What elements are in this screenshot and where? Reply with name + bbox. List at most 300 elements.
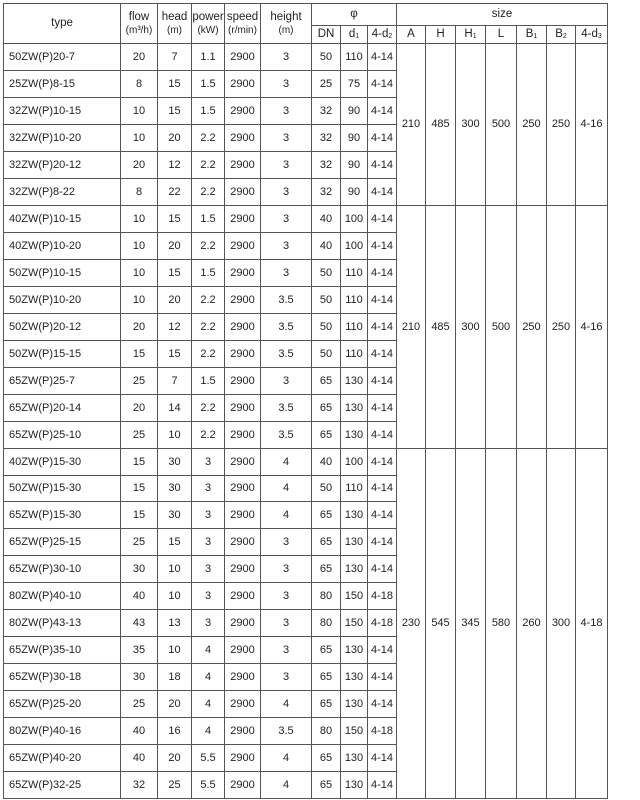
- cell-height: 4: [261, 772, 312, 799]
- cell-head: 15: [158, 259, 192, 286]
- cell-flow: 20: [121, 44, 158, 71]
- table-row: [4, 448, 608, 475]
- cell-head: 30: [158, 448, 192, 475]
- cell-height: 3: [261, 556, 312, 583]
- cell-speed: 2900: [225, 340, 261, 367]
- header-size-col-1-base: H: [436, 28, 445, 40]
- cell-4-d2: 4-14: [368, 232, 397, 259]
- cell-head: 15: [158, 340, 192, 367]
- cell-d1: 130: [341, 556, 368, 583]
- header-head-unit: (m): [167, 24, 182, 36]
- pump-spec-table: [3, 3, 608, 799]
- size-cell-h: 545: [426, 448, 456, 799]
- cell-type: 65ZW(P)40-20: [4, 745, 121, 772]
- cell-height: 3: [261, 232, 312, 259]
- cell-flow: 10: [121, 124, 158, 151]
- cell-height: 3: [261, 205, 312, 232]
- cell-4-d2: 4-14: [368, 556, 397, 583]
- header-size-col-2: [456, 26, 486, 44]
- cell-power: 1.5: [192, 70, 225, 97]
- cell-4-d2: 4-14: [368, 286, 397, 313]
- cell-power: 2.2: [192, 340, 225, 367]
- cell-height: 3: [261, 664, 312, 691]
- cell-height: 3: [261, 70, 312, 97]
- cell-flow: 25: [121, 421, 158, 448]
- header-size-col-6-base: 4-d: [581, 28, 598, 40]
- cell-speed: 2900: [225, 772, 261, 799]
- header-size: size: [397, 4, 608, 26]
- cell-flow: 30: [121, 556, 158, 583]
- cell-power: 5.5: [192, 772, 225, 799]
- cell-flow: 25: [121, 367, 158, 394]
- cell-4-d2: 4-14: [368, 664, 397, 691]
- header-phi-col-0: [312, 26, 341, 44]
- header-size-col-3-base: L: [497, 28, 505, 40]
- size-cell-h: 485: [426, 205, 456, 448]
- cell-d1: 110: [341, 44, 368, 71]
- header-speed-unit: (r/min): [228, 24, 257, 36]
- cell-flow: 25: [121, 691, 158, 718]
- header-phi-col-2-base: 4-d: [371, 28, 389, 40]
- cell-dn: 32: [312, 97, 341, 124]
- header-phi-col-1: [341, 26, 368, 44]
- cell-type: 40ZW(P)10-20: [4, 232, 121, 259]
- cell-speed: 2900: [225, 583, 261, 610]
- cell-type: 32ZW(P)10-20: [4, 124, 121, 151]
- cell-4-d2: 4-18: [368, 610, 397, 637]
- cell-dn: 80: [312, 718, 341, 745]
- cell-power: 2.2: [192, 313, 225, 340]
- cell-flow: 15: [121, 340, 158, 367]
- cell-type: 50ZW(P)20-12: [4, 313, 121, 340]
- header-row-1: [4, 4, 608, 26]
- cell-type: 80ZW(P)40-16: [4, 718, 121, 745]
- header-flow-label: flow: [128, 10, 150, 23]
- cell-speed: 2900: [225, 718, 261, 745]
- cell-head: 15: [158, 205, 192, 232]
- size-cell-h: 485: [426, 44, 456, 206]
- cell-4-d2: 4-18: [368, 718, 397, 745]
- cell-type: 50ZW(P)15-30: [4, 475, 121, 502]
- cell-flow: 32: [121, 772, 158, 799]
- cell-d1: 90: [341, 178, 368, 205]
- header-size-col-2-base: H: [464, 28, 473, 40]
- cell-power: 4: [192, 718, 225, 745]
- cell-speed: 2900: [225, 610, 261, 637]
- cell-type: 50ZW(P)10-20: [4, 286, 121, 313]
- cell-power: 1.5: [192, 205, 225, 232]
- cell-height: 3: [261, 124, 312, 151]
- cell-head: 30: [158, 475, 192, 502]
- cell-power: 2.2: [192, 178, 225, 205]
- cell-flow: 15: [121, 448, 158, 475]
- cell-4-d2: 4-14: [368, 475, 397, 502]
- cell-d1: 75: [341, 70, 368, 97]
- cell-power: 3: [192, 610, 225, 637]
- cell-power: 3: [192, 556, 225, 583]
- header-height: [261, 4, 312, 44]
- cell-4-d2: 4-14: [368, 394, 397, 421]
- size-cell-l: 580: [486, 448, 517, 799]
- cell-height: 3.5: [261, 340, 312, 367]
- cell-head: 25: [158, 772, 192, 799]
- cell-d1: 150: [341, 610, 368, 637]
- cell-head: 18: [158, 664, 192, 691]
- cell-4-d2: 4-14: [368, 70, 397, 97]
- cell-power: 3: [192, 529, 225, 556]
- cell-d1: 90: [341, 151, 368, 178]
- cell-type: 80ZW(P)40-10: [4, 583, 121, 610]
- cell-height: 3.5: [261, 421, 312, 448]
- cell-power: 3: [192, 448, 225, 475]
- cell-d1: 130: [341, 529, 368, 556]
- cell-height: 3: [261, 529, 312, 556]
- cell-power: 1.5: [192, 259, 225, 286]
- cell-speed: 2900: [225, 70, 261, 97]
- cell-type: 50ZW(P)20-7: [4, 44, 121, 71]
- spec-table-body: [4, 44, 608, 799]
- cell-height: 3.5: [261, 718, 312, 745]
- size-cell-b1: 260: [517, 448, 547, 799]
- size-cell-b1: 250: [517, 44, 547, 206]
- cell-4-d2: 4-14: [368, 97, 397, 124]
- cell-head: 20: [158, 745, 192, 772]
- cell-4-d2: 4-14: [368, 691, 397, 718]
- cell-4-d2: 4-14: [368, 313, 397, 340]
- cell-dn: 25: [312, 70, 341, 97]
- header-size-col-2-sub: 1: [472, 33, 477, 40]
- cell-d1: 130: [341, 421, 368, 448]
- cell-d1: 100: [341, 448, 368, 475]
- cell-power: 2.2: [192, 151, 225, 178]
- cell-speed: 2900: [225, 556, 261, 583]
- cell-dn: 65: [312, 502, 341, 529]
- size-cell-4-d3: 4-16: [576, 205, 608, 448]
- header-speed: [225, 4, 261, 44]
- cell-height: 3: [261, 259, 312, 286]
- header-size-col-5-base: B: [555, 28, 563, 40]
- cell-dn: 65: [312, 394, 341, 421]
- spec-table-container: [3, 3, 608, 799]
- cell-flow: 10: [121, 286, 158, 313]
- cell-speed: 2900: [225, 637, 261, 664]
- cell-type: 65ZW(P)25-7: [4, 367, 121, 394]
- cell-height: 4: [261, 475, 312, 502]
- table-row: [4, 205, 608, 232]
- cell-speed: 2900: [225, 745, 261, 772]
- cell-flow: 15: [121, 475, 158, 502]
- table-row: [4, 44, 608, 71]
- cell-dn: 50: [312, 286, 341, 313]
- cell-d1: 130: [341, 772, 368, 799]
- cell-type: 65ZW(P)30-10: [4, 556, 121, 583]
- header-size-col-5: [547, 26, 576, 44]
- header-phi-col-1-base: d: [348, 28, 356, 40]
- header-size-col-6-sub: 3: [597, 33, 602, 40]
- cell-dn: 40: [312, 448, 341, 475]
- cell-head: 20: [158, 232, 192, 259]
- cell-flow: 40: [121, 718, 158, 745]
- cell-dn: 65: [312, 745, 341, 772]
- cell-d1: 130: [341, 502, 368, 529]
- cell-dn: 65: [312, 772, 341, 799]
- cell-height: 4: [261, 745, 312, 772]
- cell-head: 15: [158, 529, 192, 556]
- cell-height: 3: [261, 151, 312, 178]
- cell-speed: 2900: [225, 232, 261, 259]
- cell-flow: 15: [121, 502, 158, 529]
- header-phi-col-0-base: DN: [317, 28, 335, 40]
- cell-speed: 2900: [225, 124, 261, 151]
- cell-flow: 10: [121, 205, 158, 232]
- header-phi-col-1-sub: 1: [355, 33, 360, 40]
- cell-power: 3: [192, 475, 225, 502]
- cell-4-d2: 4-14: [368, 205, 397, 232]
- header-speed-label: speed: [226, 10, 259, 23]
- cell-height: 3: [261, 178, 312, 205]
- cell-flow: 8: [121, 70, 158, 97]
- cell-type: 25ZW(P)8-15: [4, 70, 121, 97]
- cell-flow: 10: [121, 259, 158, 286]
- cell-speed: 2900: [225, 475, 261, 502]
- cell-height: 4: [261, 502, 312, 529]
- size-cell-h1: 345: [456, 448, 486, 799]
- cell-head: 12: [158, 313, 192, 340]
- cell-head: 13: [158, 610, 192, 637]
- cell-head: 10: [158, 583, 192, 610]
- cell-type: 32ZW(P)20-12: [4, 151, 121, 178]
- cell-head: 16: [158, 718, 192, 745]
- cell-power: 2.2: [192, 124, 225, 151]
- cell-type: 32ZW(P)10-15: [4, 97, 121, 124]
- cell-head: 20: [158, 286, 192, 313]
- cell-dn: 32: [312, 124, 341, 151]
- header-phi-col-2: [368, 26, 397, 44]
- header-size-col-3: [486, 26, 517, 44]
- cell-dn: 50: [312, 475, 341, 502]
- cell-4-d2: 4-14: [368, 44, 397, 71]
- header-head-label: head: [161, 10, 188, 23]
- cell-head: 12: [158, 151, 192, 178]
- cell-4-d2: 4-14: [368, 637, 397, 664]
- cell-height: 3: [261, 637, 312, 664]
- cell-4-d2: 4-14: [368, 529, 397, 556]
- cell-dn: 50: [312, 340, 341, 367]
- cell-d1: 110: [341, 286, 368, 313]
- header-power-unit: (kW): [197, 24, 219, 36]
- cell-4-d2: 4-14: [368, 367, 397, 394]
- cell-speed: 2900: [225, 313, 261, 340]
- cell-head: 10: [158, 637, 192, 664]
- cell-flow: 25: [121, 529, 158, 556]
- cell-power: 2.2: [192, 232, 225, 259]
- cell-flow: 30: [121, 664, 158, 691]
- header-size-col-0: [397, 26, 426, 44]
- header-power: [192, 4, 225, 44]
- cell-dn: 65: [312, 664, 341, 691]
- header-size-col-5-sub: 2: [562, 33, 567, 40]
- header-size-col-0-base: A: [407, 28, 415, 40]
- header-head: [158, 4, 192, 44]
- cell-flow: 20: [121, 394, 158, 421]
- cell-4-d2: 4-14: [368, 259, 397, 286]
- cell-flow: 8: [121, 178, 158, 205]
- cell-type: 65ZW(P)25-15: [4, 529, 121, 556]
- cell-d1: 130: [341, 664, 368, 691]
- cell-speed: 2900: [225, 205, 261, 232]
- cell-d1: 110: [341, 475, 368, 502]
- size-cell-4-d3: 4-16: [576, 44, 608, 206]
- cell-dn: 65: [312, 367, 341, 394]
- header-height-label: height: [270, 10, 302, 23]
- cell-4-d2: 4-14: [368, 502, 397, 529]
- cell-head: 20: [158, 691, 192, 718]
- cell-head: 30: [158, 502, 192, 529]
- cell-type: 65ZW(P)15-30: [4, 502, 121, 529]
- cell-d1: 150: [341, 583, 368, 610]
- cell-flow: 10: [121, 232, 158, 259]
- cell-4-d2: 4-14: [368, 772, 397, 799]
- cell-type: 65ZW(P)25-10: [4, 421, 121, 448]
- cell-flow: 20: [121, 313, 158, 340]
- header-size-col-1: [426, 26, 456, 44]
- cell-power: 2.2: [192, 394, 225, 421]
- cell-head: 14: [158, 394, 192, 421]
- cell-height: 3: [261, 367, 312, 394]
- cell-type: 50ZW(P)10-15: [4, 259, 121, 286]
- cell-speed: 2900: [225, 97, 261, 124]
- cell-d1: 130: [341, 745, 368, 772]
- cell-power: 2.2: [192, 421, 225, 448]
- cell-dn: 50: [312, 313, 341, 340]
- cell-type: 32ZW(P)8-22: [4, 178, 121, 205]
- cell-d1: 130: [341, 691, 368, 718]
- size-cell-h1: 300: [456, 205, 486, 448]
- cell-speed: 2900: [225, 367, 261, 394]
- size-cell-l: 500: [486, 44, 517, 206]
- cell-dn: 80: [312, 610, 341, 637]
- cell-speed: 2900: [225, 394, 261, 421]
- cell-power: 1.5: [192, 367, 225, 394]
- size-cell-4-d3: 4-18: [576, 448, 608, 799]
- cell-height: 3: [261, 610, 312, 637]
- cell-dn: 32: [312, 178, 341, 205]
- cell-speed: 2900: [225, 529, 261, 556]
- cell-dn: 65: [312, 529, 341, 556]
- cell-speed: 2900: [225, 259, 261, 286]
- cell-dn: 50: [312, 44, 341, 71]
- cell-dn: 40: [312, 205, 341, 232]
- header-height-unit: (m): [278, 24, 294, 36]
- cell-4-d2: 4-14: [368, 421, 397, 448]
- size-cell-a: 230: [397, 448, 426, 799]
- cell-d1: 130: [341, 637, 368, 664]
- cell-speed: 2900: [225, 286, 261, 313]
- cell-height: 3: [261, 44, 312, 71]
- cell-height: 4: [261, 448, 312, 475]
- cell-4-d2: 4-14: [368, 124, 397, 151]
- cell-speed: 2900: [225, 448, 261, 475]
- cell-type: 65ZW(P)30-18: [4, 664, 121, 691]
- cell-type: 65ZW(P)25-20: [4, 691, 121, 718]
- cell-4-d2: 4-14: [368, 340, 397, 367]
- cell-head: 15: [158, 70, 192, 97]
- cell-height: 3.5: [261, 313, 312, 340]
- cell-4-d2: 4-14: [368, 448, 397, 475]
- cell-height: 3: [261, 583, 312, 610]
- cell-dn: 65: [312, 691, 341, 718]
- cell-head: 20: [158, 124, 192, 151]
- cell-d1: 100: [341, 232, 368, 259]
- cell-flow: 10: [121, 97, 158, 124]
- size-cell-b2: 250: [547, 44, 576, 206]
- cell-power: 2.2: [192, 286, 225, 313]
- cell-height: 3.5: [261, 394, 312, 421]
- cell-type: 40ZW(P)15-30: [4, 448, 121, 475]
- cell-speed: 2900: [225, 502, 261, 529]
- cell-power: 3: [192, 583, 225, 610]
- header-phi-col-2-sub: 2: [388, 33, 393, 40]
- cell-power: 1.5: [192, 97, 225, 124]
- cell-flow: 43: [121, 610, 158, 637]
- header-power-label: power: [192, 10, 224, 23]
- cell-type: 50ZW(P)15-15: [4, 340, 121, 367]
- cell-head: 10: [158, 421, 192, 448]
- cell-power: 4: [192, 664, 225, 691]
- cell-speed: 2900: [225, 44, 261, 71]
- header-size-col-4-sub: 1: [533, 33, 538, 40]
- cell-speed: 2900: [225, 664, 261, 691]
- cell-dn: 65: [312, 556, 341, 583]
- cell-type: 80ZW(P)43-13: [4, 610, 121, 637]
- cell-4-d2: 4-14: [368, 745, 397, 772]
- cell-flow: 20: [121, 151, 158, 178]
- cell-power: 4: [192, 691, 225, 718]
- cell-type: 40ZW(P)10-15: [4, 205, 121, 232]
- header-type: type: [4, 4, 121, 44]
- size-cell-b1: 250: [517, 205, 547, 448]
- cell-power: 3: [192, 502, 225, 529]
- cell-height: 3.5: [261, 286, 312, 313]
- header-size-col-6: [576, 26, 608, 44]
- size-cell-a: 210: [397, 44, 426, 206]
- size-cell-b2: 250: [547, 205, 576, 448]
- cell-head: 7: [158, 44, 192, 71]
- cell-4-d2: 4-14: [368, 151, 397, 178]
- cell-flow: 40: [121, 583, 158, 610]
- cell-d1: 150: [341, 718, 368, 745]
- cell-d1: 130: [341, 367, 368, 394]
- cell-type: 65ZW(P)32-25: [4, 772, 121, 799]
- cell-type: 65ZW(P)35-10: [4, 637, 121, 664]
- cell-head: 10: [158, 556, 192, 583]
- cell-head: 7: [158, 367, 192, 394]
- cell-dn: 65: [312, 637, 341, 664]
- cell-head: 15: [158, 97, 192, 124]
- size-cell-l: 500: [486, 205, 517, 448]
- cell-power: 4: [192, 637, 225, 664]
- cell-flow: 40: [121, 745, 158, 772]
- cell-speed: 2900: [225, 421, 261, 448]
- header-flow: [121, 4, 158, 44]
- cell-height: 3: [261, 97, 312, 124]
- cell-power: 5.5: [192, 745, 225, 772]
- cell-head: 22: [158, 178, 192, 205]
- cell-dn: 80: [312, 583, 341, 610]
- cell-d1: 90: [341, 124, 368, 151]
- cell-dn: 32: [312, 151, 341, 178]
- cell-d1: 110: [341, 313, 368, 340]
